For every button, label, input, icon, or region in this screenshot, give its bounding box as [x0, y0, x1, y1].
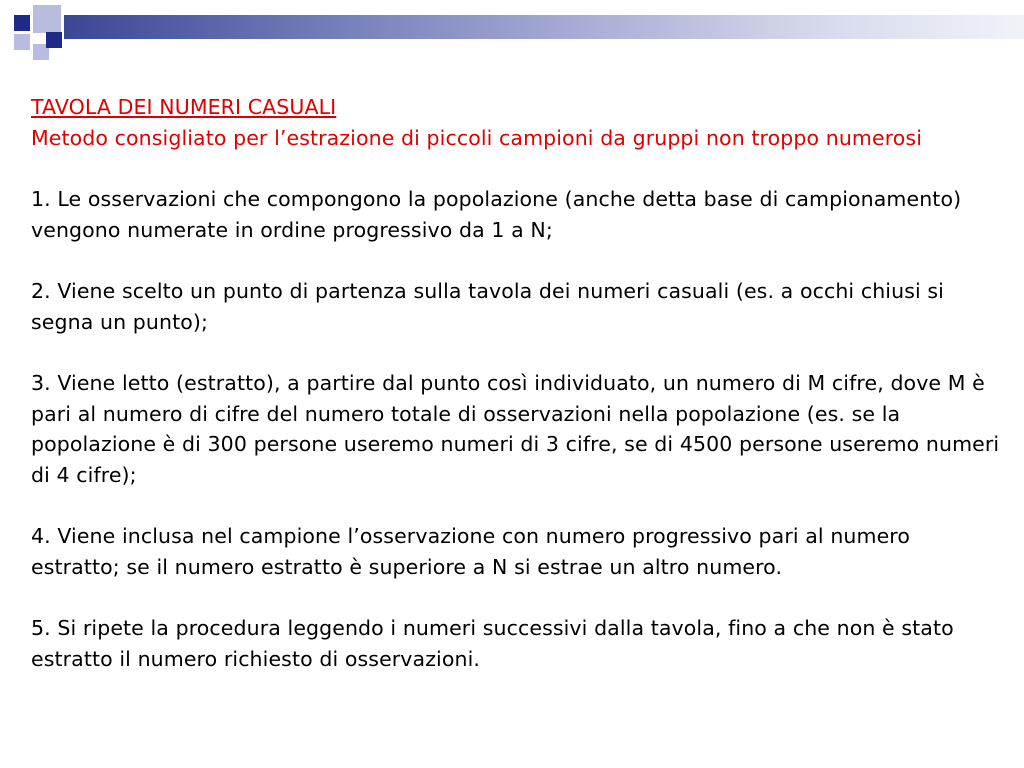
corner-square-light [14, 34, 30, 50]
spacer [31, 490, 1001, 521]
spacer [31, 582, 1001, 613]
corner-square-dark [14, 15, 30, 31]
step-item: 5. Si ripete la procedura leggendo i numeri successivi dalla tavola, fino a che non è stato estratto il numero richiesto di osservazioni. [31, 616, 954, 671]
slide-subtitle: Metodo consigliato per l’estrazione di piccoli campioni da gruppi non troppo numerosi [31, 125, 923, 150]
step-item: 3. Viene letto (estratto), a partire dal punto così individuato, un numero di M cifre, dove M è pari al numero di cifre del numero totale di osservazioni nella popolazione (es. se la popolazione è di 300 persone useremo numeri di 3 cifre, se di 4500 persone useremo numeri di 4 cifre); [31, 371, 1000, 487]
spacer [31, 337, 1001, 368]
corner-square-dark [46, 32, 62, 48]
slide-body [31, 92, 1001, 674]
slide-title: TAVOLA DEI NUMERI CASUALI [31, 95, 337, 119]
spacer [31, 153, 1001, 184]
step-item: 1. Le osservazioni che compongono la popolazione (anche detta base di campionamento) vengono numerate in ordine progressivo da 1 a N; [31, 187, 962, 242]
step-item: 4. Viene inclusa nel campione l’osservazione con numero progressivo pari al numero estratto; se il numero estratto è superiore a N si estrae un altro numero. [31, 524, 911, 579]
step-item: 2. Viene scelto un punto di partenza sulla tavola dei numeri casuali (es. a occhi chiusi si segna un punto); [31, 279, 944, 334]
header-gradient-bar [64, 15, 1024, 39]
corner-square-light [33, 5, 61, 33]
spacer [31, 245, 1001, 276]
